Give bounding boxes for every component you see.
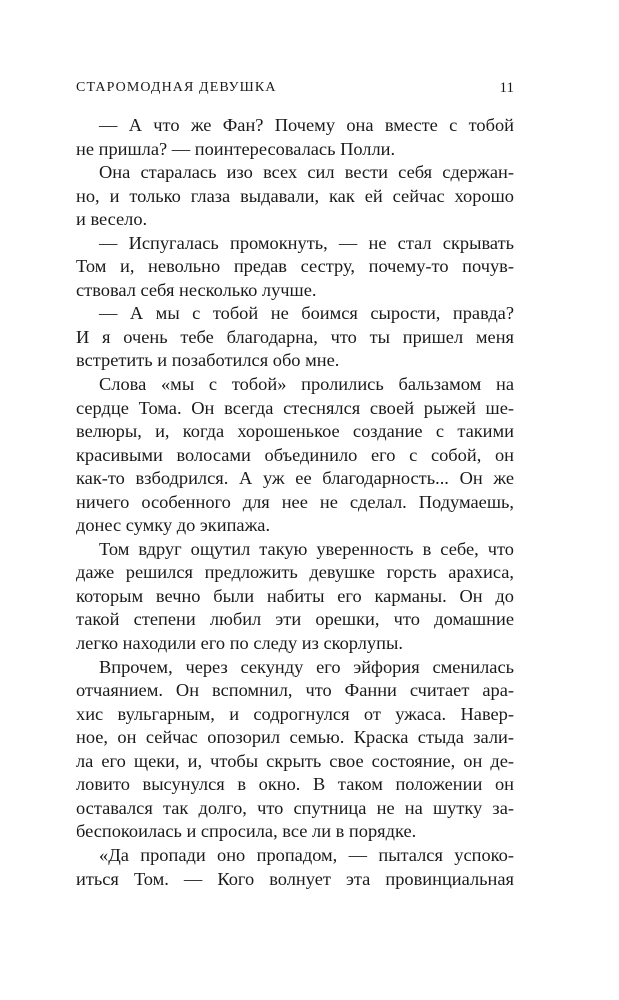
text-line: легко находили его по следу из скорлупы. [76,633,403,654]
text-line: встретить и позаботился обо мне. [76,350,340,371]
text-line: Слова «мы с тобой» пролились бальзамом на [99,374,514,395]
text-line: велюры, и, когда хорошенькое создание с такими [76,421,514,442]
text-line: ла его щеки, и, чтобы скрыть свое состояние, он де- [76,750,514,771]
text-line: — А мы с тобой не боимся сырости, правда? [99,303,514,324]
page-number: 11 [499,80,514,96]
text-line: но, и только глаза выдавали, как ей сейчас хорошо [76,185,514,206]
text-line: беспокоилась и спросила, все ли в порядке. [76,821,417,842]
text-line: — Испугалась промокнуть, — не стал скрывать [99,232,514,253]
text-line: и весело. [76,209,148,230]
text-line: сердце Тома. Он всегда стеснялся своей рыжей ше- [76,397,514,418]
text-line: оставался так долго, что спутница не на шутку за- [76,797,514,818]
text-body [76,114,514,891]
text-line: ничего особенного для нее не сделал. Подумаешь, [76,491,514,512]
text-line: И я очень тебе благодарна, что ты пришел меня [76,326,514,347]
text-line: Она старалась изо всех сил вести себя сдержан- [99,162,514,183]
text-line: красивыми волосами объединило его с собой, он [76,444,514,465]
running-title: СТАРОМОДНАЯ ДЕВУШКА [76,80,277,95]
text-line: такой степени любил эти орешки, что домашние [76,609,514,630]
text-line: не пришла? — поинтересовалась Полли. [76,138,396,159]
text-line: отчаянием. Он вспомнил, что Фанни считает ара- [76,680,514,701]
text-line: иться Том. — Кого волнует эта провинциальная [76,868,514,889]
text-line: — А что же Фан? Почему она вместе с тобой [99,115,514,135]
text-line: Том вдруг ощутил такую уверенность в себе, что [99,538,514,559]
page-header [76,78,514,98]
text-line: донес сумку до экипажа. [76,515,271,536]
text-line: даже решился предложить девушке горсть арахиса, [76,562,514,583]
text-line: которым вечно были набиты его карманы. Он до [76,585,514,606]
text-line: ное, он сейчас опозорил семью. Краска стыда зали- [76,727,514,748]
text-line: хис вульгарным, и содрогнулся от ужаса. Навер- [76,703,514,724]
text-line: Впрочем, через секунду его эйфория сменилась [99,656,514,677]
text-line: ствовал себя несколько лучше. [76,279,317,300]
text-line: «Да пропади оно пропадом, — пытался успоко- [99,844,514,865]
text-line: ловито высунулся в окно. В таком положении он [76,774,514,795]
text-line: Том и, невольно предав сестру, почему-то почув- [76,256,514,277]
text-line: как-то взбодрился. А уж ее благодарность... Он же [76,468,514,489]
